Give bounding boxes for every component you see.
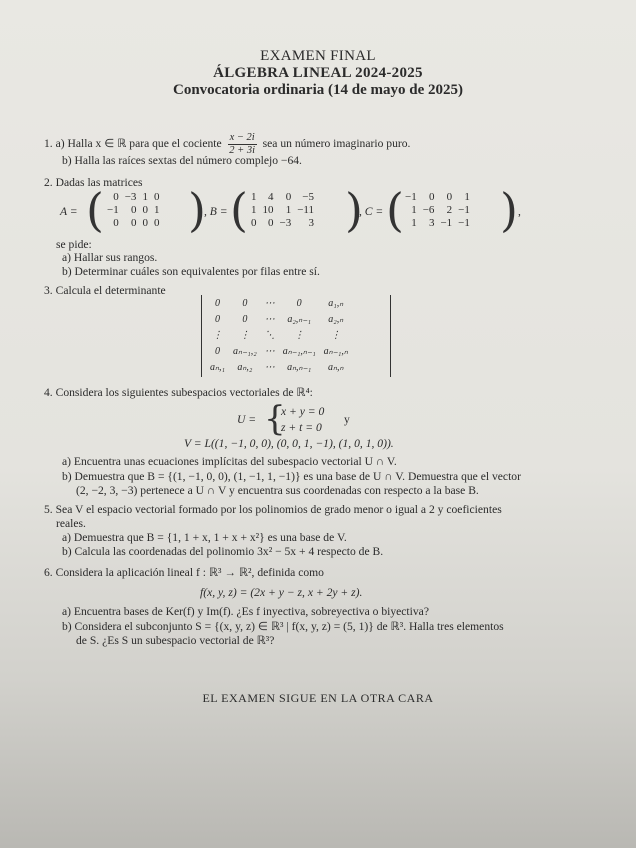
determinant-cell: ⋯ bbox=[264, 297, 275, 309]
q2-sepide: se pide: bbox=[56, 238, 92, 251]
determinant-cell: a₂,ₙ bbox=[328, 313, 344, 325]
determinant-cell: 0 bbox=[242, 313, 248, 325]
subspace-v: V = L((1, −1, 0, 0), (0, 0, 1, −1), (1, 0, 1, 0)). bbox=[184, 437, 394, 450]
determinant-cell: aₙ₋₁,ₙ₋₁ bbox=[282, 345, 316, 357]
matrix-c-cell: −1 bbox=[458, 217, 470, 229]
matrix-c-cell: −1 bbox=[440, 217, 453, 229]
determinant-cell: aₙ,ₙ bbox=[328, 361, 344, 373]
matrix-b-lparen: ( bbox=[230, 183, 248, 237]
matrix-b bbox=[248, 191, 317, 230]
matrix-a bbox=[104, 191, 162, 230]
q1-denominator: 2 + 3i bbox=[229, 145, 256, 156]
matrix-c-table bbox=[402, 191, 473, 230]
determinant-cell: ⋯ bbox=[264, 361, 275, 373]
q6-function: f(x, y, z) = (2x + y − z, x + 2y + z). bbox=[200, 586, 363, 599]
determinant-cell: ⋮ bbox=[330, 329, 341, 341]
course-title: ÁLGEBRA LINEAL 2024-2025 bbox=[213, 65, 423, 81]
q4-b-line1: b) Demuestra que B = {(1, −1, 0, 0), (1, −1, 1, −1)} es una base de U ∩ V. Demuestra que el vector bbox=[62, 470, 521, 483]
q1-numerator: x − 2i bbox=[229, 132, 255, 143]
matrix-a-table bbox=[104, 191, 162, 230]
determinant-cell: 0 bbox=[242, 297, 248, 309]
subspace-u-label: U = bbox=[237, 413, 257, 426]
matrix-a-label: A = bbox=[60, 205, 78, 218]
matrix-b-table bbox=[248, 191, 317, 230]
matrix-a-cell: −3 bbox=[124, 191, 137, 203]
matrix-a-rparen: ) bbox=[188, 183, 206, 237]
matrix-b-cell: 10 bbox=[262, 204, 274, 216]
determinant-cell: aₙ,₁ bbox=[210, 361, 225, 373]
matrix-end-comma: , bbox=[518, 205, 521, 218]
q6-b-line1: b) Considera el subconjunto S = {(x, y, z) ∈ ℝ³ | f(x, y, z) = (5, 1)} de ℝ³. Halla tres elementos bbox=[62, 620, 504, 633]
matrix-a-row bbox=[104, 191, 162, 204]
u-equation-2: z + t = 0 bbox=[281, 421, 322, 434]
determinant-cell: aₙ,₂ bbox=[237, 361, 253, 373]
q5-a: a) Demuestra que B = {1, 1 + x, 1 + x + x²} es una base de V. bbox=[62, 531, 347, 544]
session-title: Convocatoria ordinaria (14 de mayo de 2025) bbox=[173, 82, 463, 98]
q6-intro: 6. Considera la aplicación lineal f : ℝ³ → ℝ², definida como bbox=[44, 566, 324, 579]
q1-a-text: 1. a) Halla x ∈ ℝ para que el cociente bbox=[44, 137, 222, 151]
q1-a-post: sea un número imaginario puro. bbox=[262, 137, 411, 151]
q5-b: b) Calcula las coordenadas del polinomio 3x² − 5x + 4 respecto de B. bbox=[62, 545, 384, 558]
matrix-a-cell: 0 bbox=[113, 191, 119, 203]
q2-intro: 2. Dadas las matrices bbox=[44, 176, 143, 189]
matrix-a-row bbox=[104, 217, 162, 230]
matrix-b-cell: 0 bbox=[251, 217, 257, 229]
q3-intro: 3. Calcula el determinante bbox=[44, 284, 166, 297]
q5-line1: 5. Sea V el espacio vectorial formado por los polinomios de grado menor o igual a 2 y coeficientes bbox=[44, 503, 502, 516]
page-footer: EL EXAMEN SIGUE EN LA OTRA CARA bbox=[202, 691, 434, 705]
matrix-b-cell: −3 bbox=[279, 217, 292, 229]
matrix-c bbox=[402, 191, 473, 230]
determinant-row bbox=[206, 327, 352, 343]
q4-a: a) Encuentra unas ecuaciones implícitas del subespacio vectorial U ∩ V. bbox=[62, 455, 397, 468]
matrix-c-cell: 1 bbox=[464, 191, 470, 203]
matrix-a-cell: 0 bbox=[142, 204, 148, 216]
matrix-b-cell: 0 bbox=[268, 217, 274, 229]
matrix-c-row bbox=[402, 204, 473, 217]
determinant-row bbox=[206, 359, 352, 375]
matrix-b-cell: −11 bbox=[297, 204, 315, 216]
matrix-c-cell: −1 bbox=[405, 191, 417, 203]
q2-b: b) Determinar cuáles son equivalentes por filas entre sí. bbox=[62, 265, 320, 278]
matrix-b-row bbox=[248, 217, 317, 230]
q1-b: b) Halla las raíces sextas del número complejo −64. bbox=[62, 154, 302, 167]
determinant-row bbox=[206, 343, 352, 359]
q4-b-line2: (2, −2, 3, −3) pertenece a U ∩ V y encuentra sus coordenadas con respecto a la base B. bbox=[76, 484, 479, 497]
matrix-c-row bbox=[402, 191, 473, 204]
determinant-cell: ⋮ bbox=[239, 329, 250, 341]
matrix-a-cell: 0 bbox=[130, 204, 137, 216]
determinant-cell: ⋯ bbox=[264, 345, 275, 357]
matrix-c-rparen: ) bbox=[500, 183, 518, 237]
q2-a: a) Hallar sus rangos. bbox=[62, 251, 158, 264]
q4-intro: 4. Considera los siguientes subespacios vectoriales de ℝ⁴: bbox=[44, 386, 313, 399]
matrix-b-cell: 4 bbox=[268, 191, 274, 203]
u-equation-1: x + y = 0 bbox=[281, 405, 325, 418]
matrix-b-cell: 1 bbox=[251, 204, 257, 216]
matrix-a-cell: 1 bbox=[153, 204, 160, 216]
matrix-b-row bbox=[248, 204, 317, 217]
q5-line2: reales. bbox=[56, 517, 86, 530]
determinant-table bbox=[206, 295, 352, 375]
q6-b-line2: de S. ¿Es S un subespacio vectorial de ℝ³? bbox=[76, 634, 275, 647]
matrix-c-cell: 2 bbox=[446, 204, 453, 216]
matrix-c-cell: −1 bbox=[458, 204, 470, 216]
q6-a: a) Encuentra bases de Ker(f) y Im(f). ¿Es f inyectiva, sobreyectiva o biyectiva? bbox=[62, 605, 429, 618]
matrix-a-cell: 0 bbox=[130, 217, 137, 229]
matrix-a-cell: 0 bbox=[153, 191, 160, 203]
matrix-b-cell: 3 bbox=[308, 217, 315, 229]
matrix-b-cell: −5 bbox=[302, 191, 315, 203]
determinant-cell: ⋯ bbox=[264, 313, 275, 325]
determinant-row bbox=[206, 295, 352, 311]
determinant-cell: 0 bbox=[214, 313, 220, 325]
determinant-cell: a₁,ₙ bbox=[328, 297, 344, 309]
matrix-c-cell: 0 bbox=[428, 191, 435, 203]
matrix-a-cell: 0 bbox=[142, 217, 148, 229]
matrix-b-row bbox=[248, 191, 317, 204]
matrix-a-cell: 0 bbox=[153, 217, 160, 229]
determinant-cell: ⋱ bbox=[264, 329, 275, 341]
determinant-cell: a₂,ₙ₋₁ bbox=[287, 313, 312, 325]
matrix-c-cell: 1 bbox=[411, 217, 417, 229]
subspace-u-brace: { bbox=[264, 399, 286, 439]
determinant-cell: aₙ,ₙ₋₁ bbox=[287, 361, 312, 373]
determinant-cell: 0 bbox=[214, 345, 220, 357]
determinant-cell: aₙ₋₁,ₙ bbox=[323, 345, 348, 357]
exam-title: EXAMEN FINAL bbox=[260, 48, 376, 64]
determinant-cell: ⋮ bbox=[212, 329, 223, 341]
matrix-b-cell: 0 bbox=[285, 191, 292, 203]
matrix-a-cell: −1 bbox=[107, 204, 119, 216]
matrix-a-row bbox=[104, 204, 162, 217]
matrix-c-label: , C = bbox=[359, 205, 384, 218]
determinant-cell: ⋮ bbox=[294, 329, 305, 341]
matrix-c-row bbox=[402, 217, 473, 230]
matrix-a-lparen: ( bbox=[86, 183, 104, 237]
matrix-b-cell: 1 bbox=[251, 191, 257, 203]
matrix-b-label: , B = bbox=[204, 205, 228, 218]
determinant-cell: aₙ₋₁,₂ bbox=[232, 345, 257, 357]
determinant-cell: 0 bbox=[214, 297, 220, 309]
matrix-a-cell: 0 bbox=[113, 217, 119, 229]
determinant-cell: 0 bbox=[296, 297, 302, 309]
determinant-row bbox=[206, 311, 352, 327]
matrix-a-cell: 1 bbox=[142, 191, 148, 203]
matrix-c-cell: 0 bbox=[446, 191, 453, 203]
matrix-c-cell: 3 bbox=[428, 217, 435, 229]
determinant bbox=[201, 295, 391, 377]
matrix-c-cell: −6 bbox=[422, 204, 435, 216]
matrix-c-cell: 1 bbox=[411, 204, 417, 216]
matrix-b-rparen: ) bbox=[345, 183, 363, 237]
conjunction-y: y bbox=[344, 413, 350, 426]
matrix-c-lparen: ( bbox=[386, 183, 404, 237]
matrix-b-cell: 1 bbox=[285, 204, 292, 216]
